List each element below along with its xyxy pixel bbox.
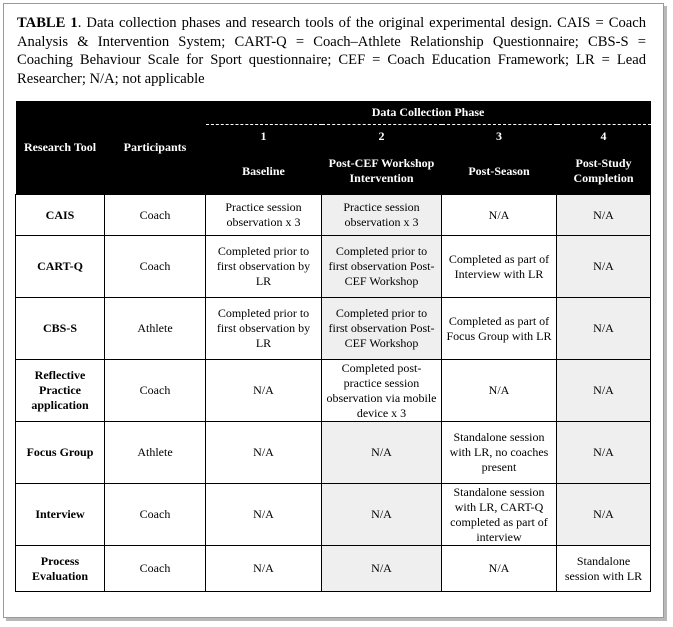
research-tool-cell: Interview bbox=[16, 484, 105, 546]
phase-cell: N/A bbox=[557, 422, 651, 484]
phase-cell: Completed as part of Focus Group with LR bbox=[442, 298, 557, 360]
phase-cell: Standalone session with LR, no coaches present bbox=[442, 422, 557, 484]
phase-name: Baseline bbox=[206, 148, 322, 195]
phase-cell: N/A bbox=[206, 422, 322, 484]
phase-name: Post-Study Completion bbox=[557, 148, 651, 195]
caption-text: . Data collection phases and research tools of the original experimental design. CAIS = Coach Analysis & Intervention System; CART-Q = Coach–Athlete Relationship Questionnaire; CBS-S = Coaching Behaviour Scale for Sport questionnaire; CEF = Coach Education Framework; LR = Lead Researcher; N/A; not applicable bbox=[17, 15, 646, 87]
research-tool-cell: Focus Group bbox=[16, 422, 105, 484]
phase-cell: N/A bbox=[442, 195, 557, 236]
phase-cell: N/A bbox=[206, 546, 322, 592]
phase-cell: Practice session observation x 3 bbox=[322, 195, 442, 236]
phase-name: Post-CEF Workshop Intervention bbox=[322, 148, 442, 195]
phase-number: 1 bbox=[206, 125, 322, 149]
phase-cell: N/A bbox=[206, 484, 322, 546]
phase-cell: N/A bbox=[442, 546, 557, 592]
phase-number: 4 bbox=[557, 125, 651, 149]
phase-cell: Completed prior to first observation by LR bbox=[206, 298, 322, 360]
phase-cell: Practice session observation x 3 bbox=[206, 195, 322, 236]
phase-cell: Standalone session with LR, CART-Q completed as part of interview bbox=[442, 484, 557, 546]
phase-number: 2 bbox=[322, 125, 442, 149]
header-research-tool: Research Tool bbox=[16, 101, 105, 195]
research-tool-cell: CART-Q bbox=[16, 236, 105, 298]
phase-cell: N/A bbox=[322, 484, 442, 546]
participants-cell: Athlete bbox=[105, 422, 206, 484]
phase-cell: Completed prior to first observation Post-CEF Workshop bbox=[322, 236, 442, 298]
participants-cell: Coach bbox=[105, 546, 206, 592]
table-row bbox=[16, 195, 651, 236]
table-row bbox=[16, 484, 651, 546]
phase-cell: Completed prior to first observation by LR bbox=[206, 236, 322, 298]
phase-cell: N/A bbox=[557, 195, 651, 236]
phase-number: 3 bbox=[442, 125, 557, 149]
phase-cell: N/A bbox=[322, 422, 442, 484]
phase-cell: N/A bbox=[206, 360, 322, 422]
table-row bbox=[16, 546, 651, 592]
data-collection-table bbox=[15, 101, 651, 592]
phase-cell: Completed as part of Interview with LR bbox=[442, 236, 557, 298]
header-participants: Participants bbox=[105, 101, 206, 195]
phase-name: Post-Season bbox=[442, 148, 557, 195]
table-row bbox=[16, 298, 651, 360]
participants-cell: Coach bbox=[105, 195, 206, 236]
table-row bbox=[16, 236, 651, 298]
research-tool-cell: CBS-S bbox=[16, 298, 105, 360]
participants-cell: Coach bbox=[105, 360, 206, 422]
research-tool-cell: Reflective Practice application bbox=[16, 360, 105, 422]
table-label: TABLE 1 bbox=[17, 15, 78, 31]
table-row bbox=[16, 422, 651, 484]
phase-cell: Completed post-practice session observation via mobile device x 3 bbox=[322, 360, 442, 422]
phase-cell: N/A bbox=[322, 546, 442, 592]
phase-cell: N/A bbox=[557, 360, 651, 422]
phase-cell: N/A bbox=[557, 484, 651, 546]
phase-cell: Standalone session with LR bbox=[557, 546, 651, 592]
table-caption bbox=[17, 14, 646, 88]
header-data-collection-phase: Data Collection Phase bbox=[206, 101, 651, 125]
research-tool-cell: Process Evaluation bbox=[16, 546, 105, 592]
participants-cell: Coach bbox=[105, 484, 206, 546]
participants-cell: Athlete bbox=[105, 298, 206, 360]
phase-cell: N/A bbox=[557, 298, 651, 360]
research-tool-cell: CAIS bbox=[16, 195, 105, 236]
phase-cell: N/A bbox=[442, 360, 557, 422]
table-row bbox=[16, 360, 651, 422]
phase-cell: Completed prior to first observation Post-CEF Workshop bbox=[322, 298, 442, 360]
participants-cell: Coach bbox=[105, 236, 206, 298]
phase-cell: N/A bbox=[557, 236, 651, 298]
